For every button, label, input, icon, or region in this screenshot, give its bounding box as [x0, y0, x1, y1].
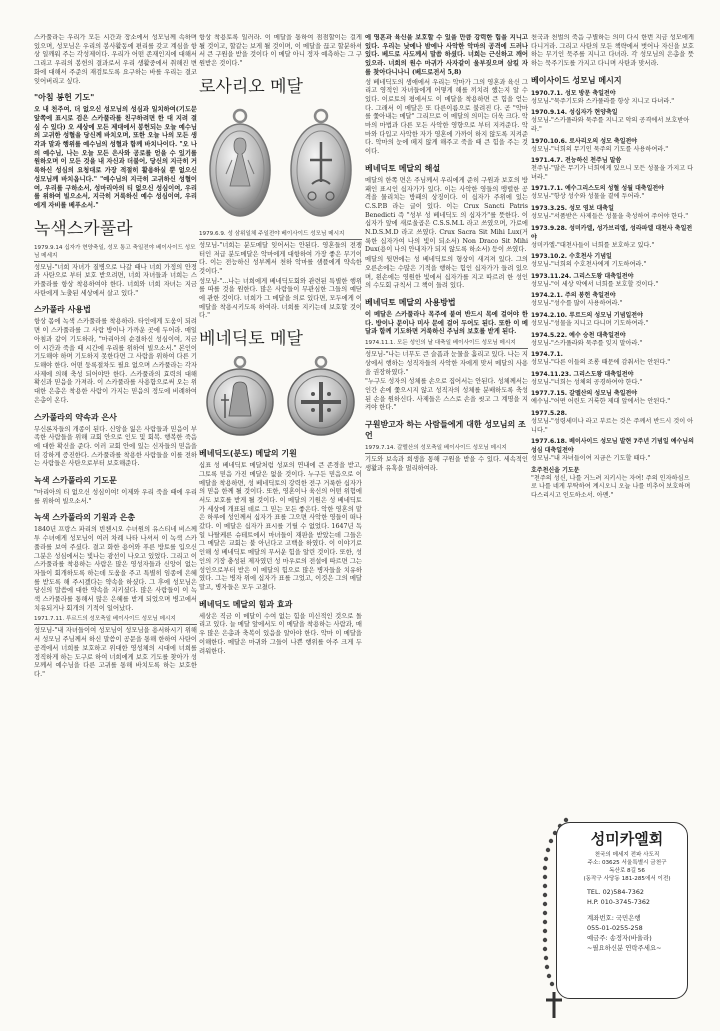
message-date: 1977.5.28. — [531, 409, 568, 417]
benedict-medal-title: 베네딕토 메달 — [199, 329, 303, 350]
usage-text: 항상 몸에 녹색 스카풀라를 착용하라. 타인에게 도움이 되려면 이 스카풀라를 그 사람 방이나 가까운 곳에 두어라. 매일 아침과 같이 기도하라, "마리아의 순결하신 성심이여, 지금 이 시간과 죽을 때 시간에 우리를 위하여 빌으소서." 본인이 기도해야 하며 기도하지 못한다면 그 사람을 위하여 다른 기도해야 한다. 어떤 둥록절차도 필요 없으며 스카풀라는 각자 사제에 의해 축성 되어야만 한다. 스카풀라의 효력의 대해 확신과 믿음을 가져라. 이 스카풀라를 사용함으로써 오는 위대한 은총은 착용한 사람이 가지는 믿음의 정도에 비례하여 은총이 온다. — [34, 318, 197, 404]
benedict-desc-heading: 베네딕토 메달의 해설 — [365, 163, 441, 173]
account-holder: 예금주: 송정자(바울라) — [587, 934, 652, 942]
account-number: 055-01-0255-258 — [587, 924, 643, 932]
column-1 — [34, 34, 197, 994]
benedict-medal-images — [199, 354, 362, 442]
text-1974: 성모님-"나는 너무도 큰 슬픔과 눈물을 흘리고 있다. 나는 지상에서 행하는 성직자들의 사악한 자에게 맞서 메달의 사용을 권장하였다." — [365, 351, 528, 376]
message-text: 성모님-"너희는 성체의 공경하여야 한다." — [531, 378, 643, 386]
message-date: 1971.7.1. 예수그리스도의 성혈 성월 대축일전야 — [531, 185, 664, 193]
text-1979: 기도와 보속과 희생을 통해 구원을 받을 수 있다. 세속적인 생활과 유혹을 멀리하여라. — [365, 456, 528, 472]
message-date: 1973.3.25. 성모 영보 대축일 — [531, 204, 614, 212]
miraculous-medal-back-icon — [288, 108, 354, 220]
benedict-power-heading: 베네딕도 메달의 힘과 효과 — [199, 599, 293, 609]
message-date: 1974.2.10. 루르드의 성모님 기념일전야 — [531, 311, 643, 319]
message-text: 성미카엘-"대천사들이 너희를 보호하고 있다." — [531, 241, 655, 249]
message-date: 1974.5.22. 예수 승천 대축일전야 — [531, 331, 626, 339]
message-text: 성모님-"스카풀라와 묵주를 지니고 악의 공격에서 보호받아라." — [531, 117, 690, 133]
message-text: 성모님-"너희의 수호천사에게 기도하여라." — [531, 261, 647, 269]
benedict-desc-text: 메달의 한쪽 면은 주님께서 우리에게 준히 구원과 보호의 방패인 표시인 십자가가 있다. 이는 사악한 영들의 맹렬한 공격을 물리치는 방패의 상징이다. 이 십자가 주위에 있는 C.S.P.B 라는 글이 있다. 이는 Crux Sancti Patris Benedicti 즉 "성부 성 베네딕도 의 십자가"를 뜻한다. 이 십자가 앞에 새로울곱은 C.S.S.M.L 라고 쓰였으며, 가로에 N.D.S.M.D 라고 쓰였다. Crux Sacra Sit Mihi Lux(거룩한 십자가여 나의 빛이 되소서) Non Draco Sit Mihi Dux(용이 나의 안내자가 되지 않도록 하소서) 등이 쓰였다. — [365, 176, 528, 254]
rosary-text-1: 성모님-"너희는 분도메달 잊어서는 안된다. 영혼들의 전쟁터인 저급 분도메달은 악마에게 대항하여 가장 좋은 무기이다. 이는 전능하신 성부께서 천하 악마를 샘플에게 약속한 것이다." — [199, 241, 362, 275]
benedict-desc-text-2: 메달의 뒷면에는 성 베네딕토의 형상이 새겨져 있다. 그의 오른손에는 수많은 기적을 행하는 힘인 십자가가 들려 있으며, 왼손에는 영원한 빛에서 십자가를 지고 따르려 한 성인의 수도회 규칙서 그 책이 들려 있다. — [365, 256, 528, 290]
text-1971: 성모님-"내 자녀들이여 성모님이 성모님을 용서하시기 위해서 성모님 주님께서 하신 말씀이 공문을 통해 한하여 사탄이 공격에서 너희를 보호하고 위대한 영성체의 시대에 너희를 정직하게 하는 도구로 하여 너희에게 보호 기도를 찾아가 성모께서 예수님을 다른 고귀를 통해 바치도록 하는 보호한다." — [34, 627, 197, 678]
promise-text: 무신론자들의 개종이 된다. 신앙을 잃은 사람들과 믿음이 부족한 사람들을 위해 교회 안으로 인도 및 회복. 행복한 죽음에 대한 확신을 준다. 이러 교회 안에 있는 신자들의 믿음을 더 강하게 증진한다. 스카풀라를 착용한 사람들을 이를 전하는 사람들은 사탄으로부터 보호해준다. — [34, 425, 197, 468]
column2-top-text: 항상 착용토록 일러라. 이 메달을 통하여 점점할이는 걸게 될 것이고, 할같는 보게 될 것이며, 이 메달을 끊고 할분하셔서 큰 구원을 받을 것이다 이 메달 아니 정자 예측하는 그 구원받은 것이다." — [199, 34, 362, 68]
org-name: 성미카엘회 — [590, 830, 664, 848]
bank-label: 계좌번호: 국민은행 — [587, 914, 641, 922]
benedict-use-text: 이 메달은 스카풀라나 목주에 붙여 반드시 목에 걸어야 한다. 방이나 문이나 미사 문에 걸어 두어도 된다. 또한 이 메달과 함께 기도하면 거룩하신 주님의 보호를 받게 된다. — [365, 310, 528, 336]
green-scapular-caption: 1979.9.14 십자가 현양축일, 성모 통고 축일전야 베이사이드 성모님 메세지 — [34, 244, 197, 262]
message-text: 천주님-"많은 무기가 너희에게 있으니 모든 성물을 가지고 다녀라." — [531, 165, 694, 181]
message-date: 1974.11.23. 그리스도왕 대축일전야 — [531, 370, 634, 378]
rosary-medal-images — [199, 102, 362, 227]
rosary-text-2: 성모님-"...나는 너희에게 베네딕도회와 관련된 특별한 행위를 따를 것을 원한다. 많은 사람들이 무관심한 그들의 예닫에 관한 것이다. 너희가 그 메달을 의로 있다면, 모두에게 이 메달을 착용시키도록 하여라. 너희를 지키는데 보호할 것이다." — [199, 277, 362, 320]
benedict-use-heading: 베네딕토 메달의 사용방법 — [365, 297, 456, 307]
column3-main-text: 성 베네딕도의 생애에서 우리는 악마가 그의 영혼과 육신 그리고 영적인 자녀들에게 어떻게 해를 끼치려 했는지 알 수 있다. 이로토의 평에서도 이 메달을 착용하면 큰 힘을 얻는다. 그래서 이 메달은 또 다른이름으로 불려진 다. 곧 "악마를 쫓아내는 메달" 그리므로 이 메달의 의미는 더욱 크다. 악마의 마법과 다른 모든 사악한 영향으로 부터 지켜준다. 악마와 다입고 사악한 자가 영혼에 가까이 하지 않도록 지켜준다. 악마의 눈에 떼지 않게 해주고 죽을 때 큰 힘을 주는 것이다. — [365, 78, 528, 156]
message-text: 성모님-"항상 성수와 성물을 곁에 두어라." — [531, 193, 645, 201]
morning-prayer-heading: "아침 봉헌 기도" — [34, 93, 95, 103]
benedict-origin-text: 십표 성 베네딕토 메달처럼 성포의 연내에 큰 존경을 받고, 그토록 믿음 가진 메달은 없을 것이다. 누구든 믿음으로 이 메달을 착용하면, 성 베네딕토의 강력한 전구 거룩한 십자가의 믿음 한께 될 것이다. 또한, 영혼이나 육신의 어떤 위험에서도 보호를 받게 될 것이다. 이 메달의 기원은 성 베네딕토가 세상에 개표된 데로 그 믿는 모든 좋은다. 악한 영혼의 맡은 하루에 성인께서 십자가 표를 그으면 사악한 영들이 떠나갔다. 이 메달은 십자가 표시를 기릴 수 없었다. 1647년 독일 나탈케른 슈테트에서 마녀들이 재판을 받았는데 그들은 그 메달은 교회는 불 아닌다고 고백을 하였다. 이 이야기로 인해 성 베네딕토 메달의 무서운 힘을 알린 것이다. 또한, 성인의 기장 충성된 제자였던 성 마우로의 전설에 따르면 그는 성인으로부터 받은 이 메달의 힘으로 많은 병자들을 치유하였다. 그는 병자 위에 십자가 표를 그었고, 이것은 그의 메달 말고, 병자들은 모두 고쳤다. — [199, 462, 362, 591]
message-date: 1971.4.7. 전능하신 천주님 말씀 — [531, 157, 622, 165]
message-date: 1970.9.14. 성십자가 현양축일 — [531, 109, 618, 117]
mobile-phone: H.P. 010-3745-7362 — [587, 898, 650, 906]
message-text: 성모님-"서품받은 사제들은 성물을 축성하여 주어야 한다." — [531, 212, 689, 220]
message-text: "천주의 성신, 나를 거느려 지키시는 자여! 주의 인자하심으로 나를 네게 부탁하여 계시오니 오늘 나를 비추어 보호하며 다스리시고 인도하소서. 아멘." — [531, 474, 691, 499]
message-date: 1977.7.15. 갈멜산의 성모님 축일전야 — [531, 390, 638, 398]
green-scapular-text: 성모님-"너희 자녀가 질병으로 나갈 때나 너희 가정의 안정과 사탄으로 부터 보호 받으려면, 너희 자녀들과 너희는 스카풀라를 항상 착용하여야 한다. 너희와 너희 자녀는 지금 사탄에게 노출된 세상에서 살고 있다." — [34, 263, 197, 297]
column3-top-text: 에 영혼과 육신을 보호할 수 있을 만큼 강력한 힘을 지니고 있다. 우리는 낮에나 밤에나 사악한 악마의 공격에 드러나 있다. 베드로 사도께서 말씀 하셨다. 너희는 근신하고 깨어있으라. 너희의 원수 마귀가 사자같이 울부짖으며 삼킬 자를 찾아다니나니 (베드로전서 5,8) — [365, 34, 528, 76]
contact-box — [556, 822, 688, 999]
rosary-medal-title: 로사리오 메달 — [199, 76, 303, 97]
origin-heading: 녹색 스카풀라의 기원과 은총 — [34, 513, 136, 523]
green-prayer-heading: 녹색 스카풀라의 기도문 — [34, 476, 117, 486]
message-text: 성모님-"성령세미나 라고 부르는 것은 주께서 반드시 것이 아니다." — [531, 417, 694, 434]
message-date: 1974.2.1. 주의 봉헌 축일전야 — [531, 292, 616, 300]
column-3 — [365, 34, 528, 994]
origin-text: 1840년 프랑스 파리의 빈첸시오 수녀원의 유스티네 비스께투 수녀에게 성모님이 여러 차례 나타 나셔서 이 녹색 스카풀라를 보여 주셨다. 결고 화한 용어와 푸른 방토를 입으신 그분은 성심에서는 빛나는 광선이 나오고 있었다. 그리고 이 스카풀라를 착용하는 사람은 많은 영성자들과 신앙이 없는 자들이 회개하도록 하는데 도움을 주고 특별히 임종에 은혜를 받도록 해 주시겠다는 약속을 하셨다. 그 후에 성모님은 당신의 말씀에 대한 약속을 지키셨다. 많은 사람들이 이 녹색 스카풀라를 통해서 많은 은혜를 받게 되었으며 병고에서 치유되거나 회개의 기적이 일어났다. — [34, 526, 197, 612]
bayside-messages-heading: 베이사이드 성모님 메시지 — [531, 75, 622, 85]
caption-1979: 1979.7.14. 갈멜산의 성모축일 베이사이드 성모님 메시지 — [365, 444, 528, 454]
message-text: 성모님-"스카풀라와 묵주를 잊지 말아라." — [531, 339, 643, 347]
intro-text: 스카풀라는 우리가 모든 시간과 장소에서 성모님께 속하며 있으며, 성모님은 우리의 봉사활동에 편리를 갖고 계심을 항상 일깨워 주는 각성제이다. 우리가 어떤 존재인지에 대해서 그리고 우리의 봉헌의 결과로서 우리 생활중에서 취해진 변화에 대해서 주준의 재검토도록 요구하는 바를 우리는 결코 잊어버리고 싶다. — [34, 34, 197, 85]
message-date: 호주천신을 기도문 — [531, 466, 580, 474]
benedict-medal-front-icon — [205, 356, 275, 440]
caption-1974: 1974.11.1. 모든 성인의 날 대축일 베이사이드 성모님 메시지 — [365, 339, 528, 349]
message-list — [531, 89, 694, 501]
message-text: 예수님-"어떤 어린도 거룩한 제대 앞에서는 안된다." — [531, 398, 671, 406]
benedict-power-text: 세상은 직금 이 메달이 수여 없는 힘을 미신적인 것으로 돌리고 있다. 늘 메달 앞에서도 이 메달을 착용하는 사람과, 매우 많은 은총과 축복이 있음을 알아야 한다. 악마 이 메달을 이해한다. 메달은 마귀와 그들이 나쁜 행위를 아주 크게 두려워한다. — [199, 612, 362, 655]
message-text: 성모님-"이 세상 악에서 너희를 보호할 것이다." — [531, 280, 659, 288]
rosary-medal-caption: 1979.6.9. 성 삼위일체 주일전야 베이사이드 성모님 메시지 — [199, 230, 362, 240]
telephone: TEL. 02)584-7362 — [587, 888, 644, 896]
address-line-2: 독산로 8길 56 — [609, 868, 645, 874]
column-2 — [199, 34, 362, 994]
contact-note: ~필요하신분 연락주세요~ — [587, 944, 662, 952]
message-text: 성모님-"너희의 무기인 묵주의 기도를 사용하여라." — [531, 145, 669, 153]
message-text: 성모님-"묵주기도와 스카풀라를 항상 지니고 다녀라." — [531, 97, 675, 105]
message-date: 1970.7.1. 성모 방문 축일전야 — [531, 89, 616, 97]
caption-1971: 1971.7.11. 루르드의 성모축일 베이사이드 성모님 메시지 — [34, 615, 197, 625]
column4-top-text: 천국과 천벌의 죽음 구별하는 의미 다시 한번 지금 성모에게 다니거라. 그리고 사탄의 모든 책략에서 벗어나 자신을 보호하는 무기인 묵주를 지니고 다녀라. 각 성모님의 은총을 뜻하는 묵주기도를 가지고 다니며 사탄과 맞서라. — [531, 34, 694, 68]
benedict-medal-back-icon — [286, 356, 356, 440]
message-date: 1973.11.24. 그리스도왕 대축일전야 — [531, 272, 634, 280]
message-date: 1974.7.1. — [531, 351, 563, 359]
rescue-heading: 구원받고자 하는 사람들에게 대한 성모님의 조언 — [365, 420, 526, 441]
org-subtitle: 천국의 메세지 전파 사도직 — [594, 852, 660, 858]
benedict-origin-heading: 베네딕도(분도) 메달의 기원 — [199, 449, 297, 459]
message-date: 1977.6.18. 베이사이드 성모님 발현 7주년 기념일 예수님의 성심 대축일전야 — [531, 438, 694, 455]
message-date: 1973.10.2. 수호천사 기념일 — [531, 253, 612, 261]
miraculous-medal-front-icon — [207, 108, 273, 220]
address-line-1: 주소: 03625 서울특별시 금천구 — [587, 860, 667, 866]
message-text: 성모님-"성수를 많이 사용하여라." — [531, 300, 623, 308]
message-date: 1970.10.6. 로사리오의 성모 축일전야 — [531, 137, 638, 145]
usage-heading: 스카풀라 사용법 — [34, 305, 91, 315]
morning-prayer-text: 오 내 천주여, 더 없으신 성모님의 성심과 일치하여(기도문 앞쪽에 표시로 검은 스카풀라를 친구하려면 한 대 지려 결심 수 있다) 오 세상에 모든 제대에서 봉헌되는 오늘 예수님의 고귀한 성혈을 당신께 바치오며, 또한 오늘 나의 모든 생각과 말과 행위를 예수님의 성혈과 함께 바치나이다. "오 나의 예수님, 나는 오늘 모든 은사와 공로를 얻을 수 있기를 원하오며 이 모든 것을 내 자신과 더불어, 당신의 지극히 거룩하신 성심의 요청대로 가장 적절히 활용하실 뿐 없으신 성모님께 바치옵니다." "예수님의 지극히 고귀하신 성혈이여, 우리를 구하소서, 성마리아의 티 없으신 성심이여, 우리를 위하여 빌으소서, 지극히 거룩하신 예수 성심이여, 우리에게 자비를 베푸소서." — [34, 106, 197, 209]
message-date: 1973.9.28. 성미카엘, 성가브리엘, 성라파엘 대천사 축일전야 — [531, 224, 693, 241]
text-1974-b: "누구도 성자의 성체를 손으로 집어서는 안된다. 성체께서는 인간 손에 쫓으시지 않고 성직자의 성체를 분배하도록 축성된 손을 원하신다. 사제들은 스스로 손을 씻고 그 계명을 지켜야 한다." — [365, 378, 528, 412]
promise-heading: 스카풀라의 약속과 은사 — [34, 412, 117, 422]
address-line-3: (동작구 사당동 181-285에서 이전) — [583, 876, 671, 882]
message-text: 성모님-"다른 이들의 조롱 때문에 감춰서는 안된다." — [531, 359, 671, 367]
green-prayer-text: "마리아의 티 없으신 성심이여! 이제와 우리 죽을 때에 우리를 위하여 빌으소서." — [34, 489, 197, 505]
green-scapular-title: 녹색스카풀라 — [34, 218, 133, 239]
message-text: 성모님-"내 자녀들이여 지금은 기도할 때다." — [531, 455, 651, 463]
message-text: 성모님-"성물을 지니고 다니며 기도하여라." — [531, 319, 649, 327]
